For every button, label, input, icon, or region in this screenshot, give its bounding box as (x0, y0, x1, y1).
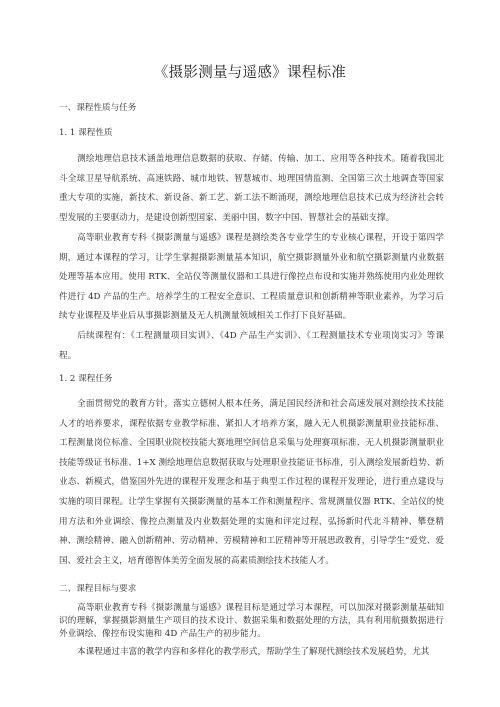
section-2-heading: 二、课程目标与要求 (59, 584, 137, 594)
paragraph-1-1-b: 高等职业教育专科《摄影测量与遥感》课程是测绘类各专业学生的专业核心课程，开设于第四学期，通过本课程的学习，让学生掌握摄影测量基本知识，航空摄影测量外业和航空摄影测量内业数据处理等基本应用。使用 RTK、全站仪等测量仪器和工具进行像控点布设和实施并熟练使用内业处理软件进行 4D 产品的生产。培养学生的工程安全意识、工程质量意识和创新精神等职业素养，为学习后续专业课程及毕业后从事摄影测量及无人机测量领域相关工作打下良好基础。 (59, 233, 444, 322)
paragraph-1-1-c: 后续课程有：《工程测量项目实训》、《4D 产品生产实训》、《工程测量技术专业项岗实习》等课程。 (59, 331, 444, 361)
section-1-heading: 一、课程性质与任务 (59, 103, 137, 113)
paragraph-1-2-a: 全面贯彻党的教育方针，落实立德树人根本任务，满足国民经济和社会高速发展对测绘技术技能人才的培养要求，课程依据专业教学标准、紧扣人才培养方案，融入无人机摄影测量职业技能标准、工程测量岗位标准、全国职业院校技能大赛地理空间信息采集与处理赛项标准、无人机摄影测量职业技能等级证书标准、1+X 测绘地理信息数据获取与处理职业技能证书标准，引入测绘发展新趋势、新业态、新模式，借鉴国外先进的课程开发理念和基于典型工作过程的课程开发理论，进行重点建设与实施的项目课程。让学生掌握有关摄影测量的基本工作和测量程序、常规测量仪器 RTK、全站仪的使用方法和外业调绘、像控点测量及内业数据处理的实施和评定过程，弘扬新时代北斗精神、攀登精神、测绘精神、融入创新精神、劳动精神、劳模精神和工匠精神等开展思政教育，引导学生“爱党、爱国、爱社会主义，培育德智体美劳全面发展的高素质测绘技术技能人才。 (59, 399, 444, 566)
paragraph-2-b: 本课程通过丰富的教学内容和多样化的教学形式，帮助学生了解现代测绘技术发展趋势，尤其 (77, 647, 430, 657)
subsection-1-1-heading: 1. 1 课程性质 (59, 128, 113, 138)
document-title: 《摄影测量与遥感》课程标准 (153, 65, 347, 81)
paragraph-2-a: 高等职业教育专科《摄影测量与遥感》课程目标是通过学习本课程，可以加深对摄影测量基础知识的理解，掌握摄影测量生产项目的技术设计、数据采集和数据处理的方法，具有利用航摄数据进行外业调绘、像控布设实施和 4D 产品生产的初步能力。 (59, 603, 444, 640)
subsection-1-2-heading: 1. 2 课程任务 (59, 374, 113, 384)
paragraph-1-1-a: 测绘地理信息技术涵盖地理信息数据的获取、存储、传输、加工、应用等各种技术。随着我国北斗全球卫星导航系统、高速铁路、城市地铁、智慧城市、地理国情监测、全国第三次土地调查等国家重大专项的实施，新技术、新设备、新工艺、新工法不断涌现，测绘地理信息技术已成为经济社会转型发展的主要驱动力，是建设创新型国家、美丽中国、数字中国、智慧社会的基础支撑。 (59, 154, 444, 223)
